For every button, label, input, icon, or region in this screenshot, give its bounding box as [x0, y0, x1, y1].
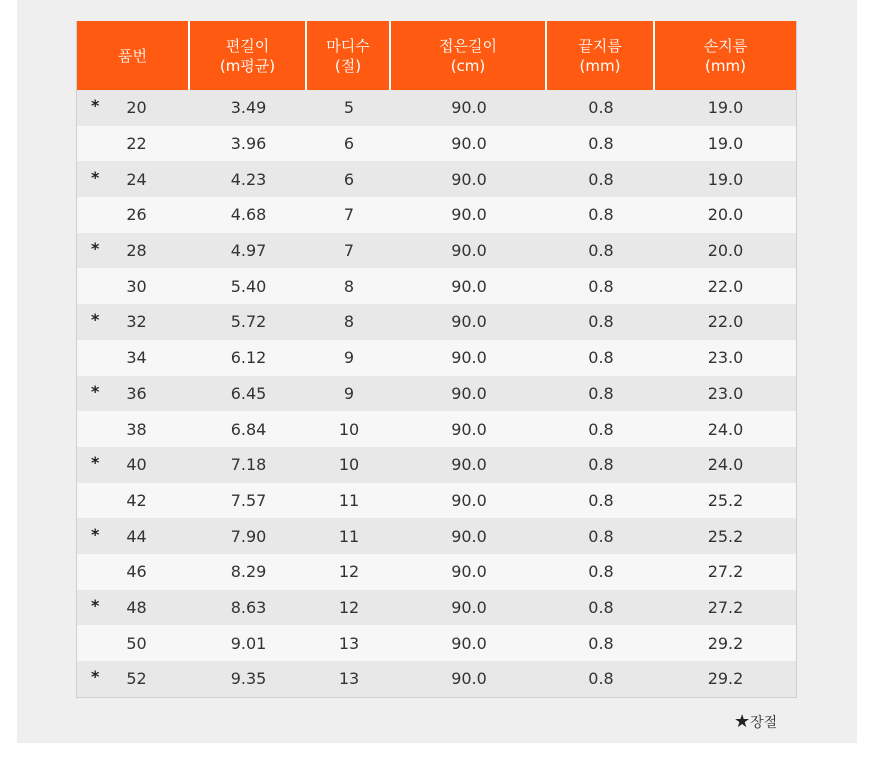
table-cell-tip: 0.8 [588, 597, 614, 617]
table-cell-no [77, 277, 190, 296]
table-cell-tip: 0.8 [588, 134, 614, 154]
table-cell-len: 6.84 [230, 419, 267, 439]
table-cell-sect: 7 [343, 205, 355, 225]
header-label: (cm) [450, 56, 486, 75]
table-cell-tip: 0.8 [588, 633, 614, 653]
table-cell-tip: 0.8 [588, 455, 614, 475]
table-cell-closed: 90.0 [451, 633, 487, 653]
header-label: (mm) [705, 56, 746, 75]
table-cell-len: 6.45 [230, 383, 267, 403]
table-cell-butt: 22.0 [707, 312, 744, 332]
table-cell-tip: 0.8 [588, 562, 614, 582]
table-cell-sect: 8 [343, 276, 355, 296]
spec-table [76, 21, 797, 698]
table-cell-no [77, 241, 190, 260]
item-number: 32 [126, 312, 147, 332]
table-cell-len: 4.23 [230, 169, 267, 189]
table-cell-no [77, 562, 190, 581]
table-cell-sect: 8 [343, 312, 355, 332]
table-cell-len: 4.97 [230, 241, 267, 261]
table-cell-len: 9.35 [230, 669, 267, 689]
table-cell-closed: 90.0 [451, 98, 487, 118]
table-row [77, 376, 796, 412]
table-cell-closed: 90.0 [451, 526, 487, 546]
header-label: 품번 [118, 46, 147, 65]
star-icon: * [91, 524, 100, 544]
table-cell-tip: 0.8 [588, 419, 614, 439]
table-cell-closed: 90.0 [451, 169, 487, 189]
star-icon: * [91, 167, 100, 187]
table-row [77, 411, 796, 447]
table-cell-butt: 22.0 [707, 276, 744, 296]
table-cell-closed: 90.0 [451, 669, 487, 689]
table-cell-tip: 0.8 [588, 312, 614, 332]
table-cell-closed: 90.0 [451, 205, 487, 225]
table-cell-no [77, 491, 190, 510]
table-cell-sect: 9 [343, 348, 355, 368]
item-number: 52 [126, 669, 147, 689]
table-cell-no [77, 634, 190, 653]
table-row [77, 447, 796, 483]
table-cell-tip: 0.8 [588, 526, 614, 546]
table-row [77, 518, 796, 554]
table-cell-closed: 90.0 [451, 490, 487, 510]
table-cell-no [77, 348, 190, 367]
header-cell [547, 21, 655, 90]
legend-text: 장절 [750, 715, 778, 731]
item-number: 40 [126, 455, 147, 475]
item-number: 24 [126, 169, 147, 189]
header-cell [190, 21, 307, 90]
table-cell-butt: 25.2 [707, 490, 744, 510]
star-icon: * [91, 453, 100, 473]
table-cell-no [77, 455, 190, 474]
star-icon: * [91, 595, 100, 615]
table-cell-tip: 0.8 [588, 241, 614, 261]
header-label: (절) [334, 56, 362, 75]
table-cell-len: 9.01 [230, 633, 267, 653]
item-number: 50 [126, 633, 147, 653]
table-cell-butt: 27.2 [707, 597, 744, 617]
table-cell-tip: 0.8 [588, 98, 614, 118]
table-row [77, 661, 796, 697]
table-cell-tip: 0.8 [588, 669, 614, 689]
table-cell-tip: 0.8 [588, 383, 614, 403]
header-label: (mm) [579, 56, 621, 75]
item-number: 28 [126, 241, 147, 261]
table-body [77, 90, 796, 697]
table-cell-len: 6.12 [230, 348, 267, 368]
table-cell-no [77, 381, 190, 403]
header-cell [391, 21, 547, 90]
table-cell-sect: 13 [338, 633, 360, 653]
table-cell-closed: 90.0 [451, 241, 487, 261]
legend [734, 711, 777, 732]
table-cell-closed: 90.0 [451, 348, 487, 368]
item-number: 34 [126, 348, 147, 368]
table-row [77, 483, 796, 519]
header-label: 손지름 [703, 36, 748, 55]
table-cell-sect: 12 [338, 562, 360, 582]
table-cell-butt: 29.2 [707, 633, 744, 653]
table-cell-no [77, 595, 190, 617]
header-label: (m평균) [219, 56, 276, 75]
table-cell-no [77, 420, 190, 439]
star-icon: * [91, 239, 100, 259]
table-row [77, 625, 796, 661]
table-cell-len: 3.96 [230, 134, 267, 154]
item-number: 22 [126, 134, 147, 154]
table-cell-no [77, 98, 190, 117]
table-row [77, 233, 796, 269]
table-cell-butt: 29.2 [707, 669, 744, 689]
star-icon: * [91, 667, 100, 687]
table-cell-tip: 0.8 [588, 205, 614, 225]
table-cell-len: 7.57 [230, 490, 267, 510]
table-cell-len: 5.72 [230, 312, 267, 332]
table-row [77, 161, 796, 197]
header-cell [655, 21, 796, 90]
table-cell-tip: 0.8 [588, 490, 614, 510]
table-row [77, 197, 796, 233]
table-cell-closed: 90.0 [451, 134, 487, 154]
table-row [77, 590, 796, 626]
star-icon: * [91, 96, 100, 116]
table-cell-no [77, 167, 190, 189]
table-row [77, 554, 796, 590]
table-row [77, 126, 796, 162]
table-cell-sect: 6 [343, 169, 355, 189]
header-cell [77, 21, 190, 90]
table-cell-sect: 11 [338, 490, 360, 510]
table-cell-closed: 90.0 [451, 562, 487, 582]
table-cell-sect: 9 [343, 383, 355, 403]
table-cell-closed: 90.0 [451, 419, 487, 439]
item-number: 20 [126, 98, 147, 118]
table-cell-no [77, 312, 190, 331]
table-cell-no [77, 134, 190, 153]
item-number: 44 [126, 526, 147, 546]
table-cell-len: 5.40 [230, 276, 267, 296]
table-cell-tip: 0.8 [588, 169, 614, 189]
table-header [77, 21, 796, 90]
table-cell-butt: 19.0 [707, 134, 744, 154]
header-label: 편길이 [225, 36, 270, 55]
table-row [77, 304, 796, 340]
table-cell-no [77, 524, 190, 546]
table-cell-len: 8.29 [230, 562, 267, 582]
table-cell-closed: 90.0 [451, 276, 487, 296]
table-cell-len: 4.68 [230, 205, 267, 225]
header-label: 접은길이 [439, 36, 497, 55]
table-cell-sect: 6 [343, 134, 355, 154]
item-number: 26 [126, 205, 147, 225]
table-cell-butt: 23.0 [707, 348, 744, 368]
header-label: 마디수 [326, 36, 370, 55]
table-cell-butt: 24.0 [707, 419, 744, 439]
table-row [77, 340, 796, 376]
table-cell-len: 7.18 [230, 455, 267, 475]
table-cell-butt: 20.0 [707, 241, 744, 261]
table-cell-sect: 13 [338, 669, 360, 689]
legend-star-icon: ★ [734, 711, 751, 732]
star-icon: * [91, 310, 100, 330]
item-number: 38 [126, 419, 147, 439]
table-cell-closed: 90.0 [451, 312, 487, 332]
table-cell-tip: 0.8 [588, 276, 614, 296]
table-cell-closed: 90.0 [451, 383, 487, 403]
table-cell-butt: 24.0 [707, 455, 744, 475]
table-row [77, 90, 796, 126]
star-icon: * [91, 381, 100, 401]
table-cell-butt: 19.0 [707, 98, 744, 118]
item-number: 36 [126, 383, 147, 403]
table-cell-closed: 90.0 [451, 597, 487, 617]
table-row [77, 268, 796, 304]
table-cell-sect: 7 [343, 241, 355, 261]
table-cell-len: 8.63 [230, 597, 267, 617]
item-number: 48 [126, 597, 147, 617]
table-cell-butt: 23.0 [707, 383, 744, 403]
header-cell [307, 21, 391, 90]
table-cell-no [77, 205, 190, 224]
table-cell-sect: 10 [338, 419, 360, 439]
header-label: 끝지름 [578, 36, 622, 55]
table-cell-butt: 20.0 [707, 205, 744, 225]
table-cell-len: 7.90 [230, 526, 267, 546]
table-cell-closed: 90.0 [451, 455, 487, 475]
table-cell-len: 3.49 [230, 98, 267, 118]
item-number: 42 [126, 490, 147, 510]
table-cell-sect: 5 [343, 98, 355, 118]
item-number: 30 [126, 276, 147, 296]
table-cell-sect: 12 [338, 597, 360, 617]
table-cell-sect: 10 [338, 455, 360, 475]
table-cell-sect: 11 [338, 526, 360, 546]
table-cell-tip: 0.8 [588, 348, 614, 368]
table-cell-no [77, 669, 190, 688]
table-cell-butt: 27.2 [707, 562, 744, 582]
table-cell-butt: 25.2 [707, 526, 744, 546]
item-number: 46 [126, 562, 147, 582]
table-cell-butt: 19.0 [707, 169, 744, 189]
